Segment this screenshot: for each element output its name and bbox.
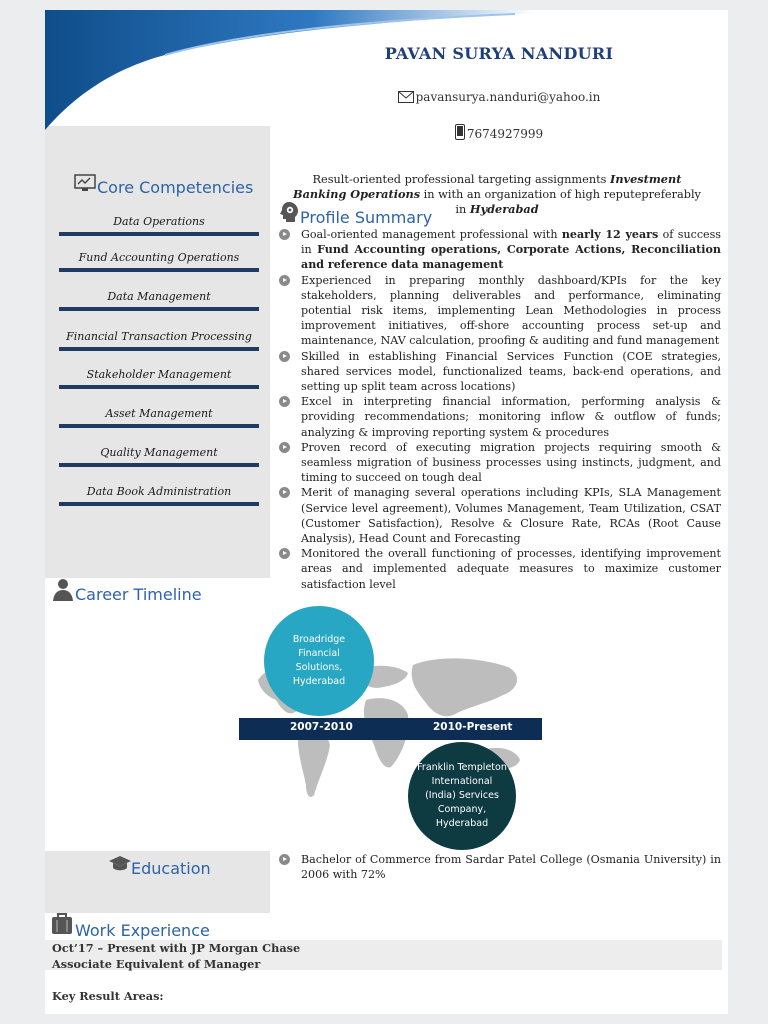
- candidate-name: PAVAN SURYA NANDURI: [384, 44, 614, 63]
- header-swoosh: [45, 10, 535, 130]
- education-text: Bachelor of Commerce from Sardar Patel College (Osmania University) in 2006 with 72%: [301, 853, 721, 882]
- work-designation-line: Associate Equivalent of Manager: [52, 957, 261, 971]
- person-icon: [51, 578, 75, 606]
- list-item: [278, 440, 721, 486]
- objective-role: Investment Banking Operations: [293, 172, 682, 201]
- bullet-text: Merit of managing several operations including KPIs, SLA Management (Service level agreement), Volumes Management, Team Utilization, CSAT (Customer Satisfaction), Resolve & Closure Rate, RCAs (Root Cause Analysis), Head Count and Forecasting: [301, 486, 721, 546]
- bullet-text: Skilled in establishing Financial Services Function (COE strategies, shared services model, functionalized teams, back-end operations, and setting up split team across locations): [301, 349, 721, 394]
- competency-divider: [59, 268, 259, 272]
- competency-divider: [59, 463, 259, 467]
- work-experience-title: Work Experience: [75, 921, 210, 940]
- profile-summary-list: [278, 227, 721, 592]
- bullet-text: Goal-oriented management professional with: [301, 228, 562, 241]
- competency-divider: [59, 385, 259, 389]
- company-circle-franklin: [408, 742, 516, 850]
- bullet-text: Monitored the overall functioning of processes, identifying improvement areas and implemented adequate measures to maximize customer satisfaction level: [301, 547, 721, 591]
- bullet-icon: [279, 351, 290, 362]
- phone-text: 7674927999: [466, 127, 544, 141]
- competency-item: Data Management: [107, 290, 211, 303]
- bullet-icon: [279, 229, 290, 240]
- list-item: [278, 852, 721, 882]
- competencies-icon: [74, 174, 96, 196]
- email-text: pavansurya.nanduri@yahoo.in: [415, 90, 601, 104]
- company-circle-broadridge: [264, 606, 374, 716]
- bullet-icon: [279, 487, 290, 498]
- competency-divider: [59, 347, 259, 351]
- head-gear-icon: [279, 201, 299, 227]
- bullet-bold: Fund Accounting operations, Corporate Actions, Reconciliation and reference data management: [301, 243, 721, 272]
- competency-divider: [59, 424, 259, 428]
- graduation-cap-icon: [108, 855, 132, 877]
- competency-item: Financial Transaction Processing: [66, 330, 252, 343]
- competency-divider: [59, 307, 259, 311]
- bullet-text: Experienced in preparing monthly dashboard/KPIs for the key stakeholders, planning deliverables and performance, eliminating potential risk items, implementing Lean Methodologies in process improvement initiatives, off-shore accounting process set-up and maintenance, NAV calculation, proofing & auditing and fund management: [301, 273, 721, 348]
- competency-item: Asset Management: [105, 407, 213, 420]
- phone-line: [270, 124, 728, 143]
- competency-divider: [59, 502, 259, 506]
- key-result-areas-label: Key Result Areas:: [52, 989, 164, 1003]
- briefcase-icon: [51, 913, 73, 939]
- objective-middle: in with an organization of high reputepreferably in: [420, 188, 701, 216]
- work-company-line: Oct’17 – Present with JP Morgan Chase: [52, 941, 301, 955]
- bullet-icon: [279, 396, 290, 407]
- bullet-icon: [279, 275, 290, 286]
- competency-item: Fund Accounting Operations: [78, 251, 240, 264]
- competency-item: Data Book Administration: [86, 485, 232, 498]
- list-item: [278, 546, 721, 592]
- list-item: [278, 349, 721, 395]
- education-list: [278, 852, 721, 882]
- education-title: Education: [131, 859, 211, 878]
- email-line: [270, 90, 728, 106]
- list-item: [278, 485, 721, 546]
- bullet-icon: [279, 442, 290, 453]
- objective-prefix: Result-oriented professional targeting assignments: [312, 173, 611, 186]
- bullet-icon: [279, 548, 290, 559]
- list-item: [278, 227, 721, 273]
- bullet-icon: [279, 854, 290, 865]
- competency-divider: [59, 232, 259, 236]
- objective-location: Hyderabad: [469, 202, 539, 216]
- timeline-period-1: 2007-2010: [290, 721, 353, 733]
- career-timeline-title: Career Timeline: [75, 585, 202, 604]
- envelope-icon: [398, 91, 414, 106]
- bullet-bold: nearly 12 years: [561, 228, 659, 241]
- timeline-period-2: 2010-Present: [433, 721, 513, 733]
- company-name: Broadridge Financial Solutions, Hyderabad: [292, 634, 346, 687]
- competency-item: Stakeholder Management: [86, 368, 232, 381]
- list-item: [278, 273, 721, 349]
- competency-item: Quality Management: [100, 446, 218, 459]
- bullet-text: Excel in interpreting financial information, performing analysis & providing recommendations; monitoring inflow & outflow of funds; analyzing & improving reporting system & procedures: [301, 395, 721, 439]
- competencies-title: Core Competencies: [97, 178, 254, 197]
- list-item: [278, 394, 721, 440]
- phone-icon: [455, 124, 465, 143]
- company-name: Franklin Templeton International (India) Services Company, Hyderabad: [417, 762, 507, 829]
- bullet-text: Proven record of executing migration projects requiring smooth & seamless migration of business processes using instincts, judgment, and timing to succeed on tough deal: [301, 440, 721, 485]
- competency-item: Data Operations: [113, 215, 205, 228]
- profile-summary-title: Profile Summary: [300, 208, 433, 227]
- bullet-text: of success in: [301, 228, 721, 257]
